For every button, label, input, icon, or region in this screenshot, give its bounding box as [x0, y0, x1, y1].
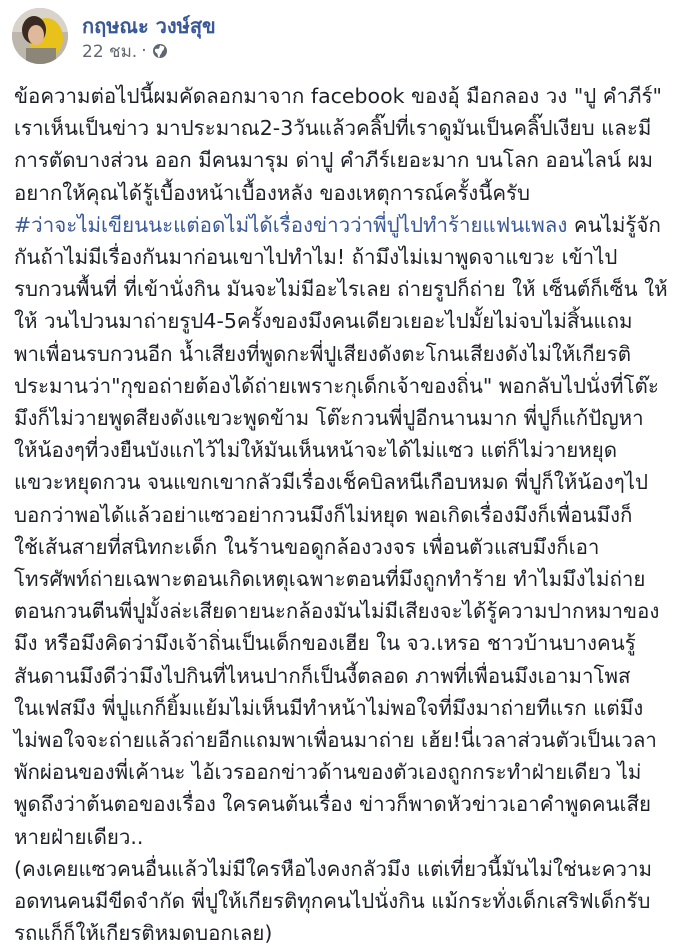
post-header: [12, 8, 688, 64]
post-line: ในเฟสมึง พี่ปูแกก็ยิ้มแย้มไม่เห็นมีทำหน้าไม่พอใจที่มึงมาถ่ายทีแรก แต่มึง: [14, 695, 644, 720]
post-line: กันถ้าไม่มีเรื่องกันมาก่อนเขาไปทำไม! ถ้ามึงไม่เมาพูดจาแขวะ เข้าไป: [14, 245, 618, 270]
post-line: การตัดบางส่วน ออก มีคนมารุม ด่าปู คำภีร์เยอะมาก บนโลก ออนไลน์ ผม: [14, 148, 653, 173]
hashtag-link[interactable]: #ว่าจะไม่เขียนนะแต่อดไม่ได้เรื่องข่าวว่าพี่ปูไปทำร้ายแฟนเพลง: [14, 212, 568, 237]
post-line-tail: คนไม่รู้จัก: [567, 212, 661, 237]
post-line: ไม่พอใจจะถ่ายแล้วถ่ายอีกแถมพาเพื่อนมาถ่าย เฮ้ย!นี่เวลาส่วนตัวเป็นเวลา: [14, 728, 657, 753]
post-line: สันดานมึงดีว่ามึงไปกินที่ไหนปากก็เป็นงี้ตลอด ภาพที่เพื่อนมึงเอามาโพส: [14, 663, 631, 688]
post-line: เราเห็นเป็นข่าว มาประมาณ2-3วันแล้วคลิ๊ปที่เราดูมันเป็นคลิ๊ปเงียบ และมี: [14, 116, 652, 141]
post-line: ข้อความต่อไปนี้ผมคัดลอกมาจาก facebook ของอุ้ มือกลอง วง "ปู คำภีร์": [14, 84, 662, 108]
post-line: อยากให้คุณได้รู้เบื้องหน้าเบื้องหลัง ของเหตุการณ์ครั้งนี้ครับ: [14, 180, 531, 205]
post-line: มึงก็ไม่วายพูดสียงดังแขวะพูดข้าม โต๊ะกวนพี่ปูอีกนานมาก พี่ปูก็แก้ปัญหา: [14, 406, 644, 431]
post-body: [14, 80, 690, 949]
meta-separator: ·: [141, 41, 147, 61]
post-line: ตอนกวนตีนพี่ปูมั้งล่ะเสียดายนะกล้องมันไม่มีเสียงจะได้รู้ความปากหมาของ: [14, 599, 660, 624]
post-line: พาเพื่อนรบกวนอีก น้ำเสียงที่พูดกะพี่ปูเสียงดังตะโกนเสียงดังไม่ให้เกียรติ: [14, 341, 632, 366]
post-line: อดทนคนมีขีดจำกัด พี่ปูให้เกียรติทุกคนไปนั่งกิน แม้กระทั่งเด็กเสริฟเด็กรับ: [14, 889, 651, 914]
post-line: หายฝ่ายเดียว..: [14, 824, 144, 849]
post-line: พูดถึงว่าต้นตอของเรื่อง ใครคนต้นเรื่อง ข่าวก็พาดหัวข่าวเอาคำพูดคนเสีย: [14, 792, 652, 817]
post-line: รบกวนพื้นที่ ที่เข้านั่งกิน มันจะไม่มีอะไรเลย ถ่ายรูปก็ถ่าย ให้ เซ็นต์ก็เซ็น ให้: [14, 277, 668, 302]
globe-icon[interactable]: [152, 43, 168, 59]
post-line: รถแก็ก็ให้เกียรติหมดบอกเลย): [14, 921, 273, 946]
post-line: ใช้เส้นสายที่สนิทกะเด็ก ในร้านขอดูกล้องวงจร เพื่อนตัวแสบมึงก็เอา: [14, 534, 600, 559]
post-line: พักผ่อนของพี่เค้านะ ไอ้เวรออกข่าวด้านของตัวเองถูกกระทำฝ่ายเดียว ไม่: [14, 760, 642, 785]
hashtag-line: [14, 209, 690, 241]
post-meta: [82, 40, 168, 62]
post-line: มึง หรือมึงคิดว่ามึงเจ้าถิ่นเป็นเด็กของเฮีย ใน จว.เหรอ ชาวบ้านบางคนรู้: [14, 631, 636, 656]
post-line: (คงเคยแซวคนอื่นแล้วไม่มีใครหือไงคงกลัวมึง แต่เที่ยวนี้มันไม่ใช่นะความ: [14, 856, 653, 881]
avatar-image: [12, 8, 68, 64]
post-line: ให้น้องๆที่วงยืนบังแกไว้ไม่ให้มันเห็นหน้าจะได้ไม่แซว แต่ก็ไม่วายหยุด: [14, 438, 618, 463]
post-timestamp[interactable]: 22 ชม.: [82, 41, 138, 62]
avatar[interactable]: [12, 8, 68, 64]
post-line: โทรศัพท์ถ่ายเฉพาะตอนเกิดเหตุเฉพาะตอนที่มึงถูกทำร้าย ทำไมมึงไม่ถ่าย: [14, 567, 646, 592]
post-line: ให้ วนไปวนมาถ่ายรูป4-5ครั้งของมึงคนเดียวเยอะไปมั้ยไม่จบไม่สิ้นแถม: [14, 309, 633, 334]
author-name[interactable]: กฤษณะ วงษ์สุข: [82, 14, 216, 38]
post-line: แขวะหยุดกวน จนแขกเขากลัวมีเรื่องเช็คบิลหนีเกือบหมด พี่ปูก็ให้น้องๆไป: [14, 470, 649, 495]
post-line: ประมานว่า"กุขอถ่ายต้องได้ถ่ายเพราะกุเด็กเจ้าของถิ่น" พอกลับไปนั่งที่โต๊ะ: [14, 373, 659, 398]
post-line: บอกว่าพอได้แล้วอย่าแซวอย่ากวนมึงก็ไม่หยุด พอเกิดเรื่องมึงก็เพื่อนมึงก็: [14, 502, 633, 527]
